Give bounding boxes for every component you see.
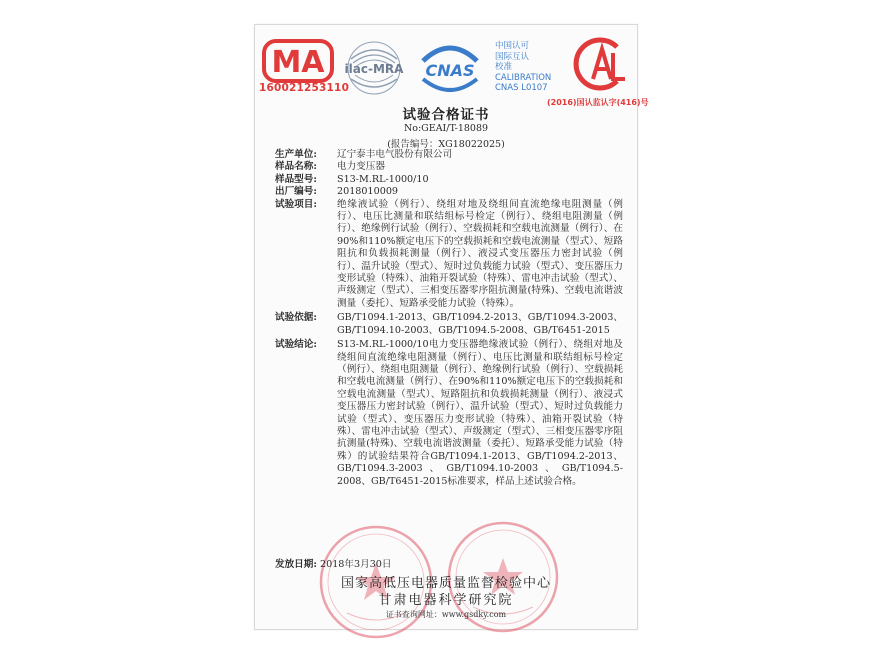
field-test-conclusion bbox=[275, 339, 623, 488]
ilac-mra-logo-icon bbox=[337, 39, 411, 97]
field-value: 辽宁泰丰电气股份有限公司 bbox=[337, 149, 453, 160]
field-value: 绝缘液试验（例行）、绕组对地及绕组间直流绝缘电阻测量（例行）、电压比测量和联结组标号检定（例行）、绕组电阻测量（例行）、绝缘例行试验（例行）、空载损耗和空载电流测量（例行）、在90%和110%额定电压下的空载损耗和空载电流测量（型式）、短路阻抗和负载损耗测量（例行）、液浸式变压器压力密封试验（例行）、温升试验（型式）、短时过负载能力试验（型式）、变压器压力变形试验（特殊）、油箱开裂试验（特殊）、雷电冲击试验（型式）、声级测定（型式）、三相变压器零序阻抗测量(特殊)、空载电流谐波测量（委托）、短路承受能力试验（特殊）。 bbox=[337, 198, 623, 309]
field-serial-number bbox=[275, 186, 623, 198]
certificate-number: No:GEAI/T-18089 bbox=[403, 123, 489, 134]
issue-date bbox=[275, 556, 392, 570]
certificate-fields bbox=[275, 149, 623, 488]
issue-date-label: 发放日期: bbox=[275, 559, 317, 570]
field-label: 样品名称: bbox=[275, 161, 317, 173]
certificate-page bbox=[254, 24, 649, 630]
field-label: 试验项目: bbox=[275, 198, 317, 210]
field-test-standards bbox=[275, 312, 623, 337]
field-value: S13-M.RL-1000/10 bbox=[337, 173, 429, 185]
cnas-line: CALIBRATION bbox=[495, 72, 552, 83]
field-label: 试验依据: bbox=[275, 312, 317, 324]
issue-date-value: 2018年3月30日 bbox=[319, 559, 392, 570]
cnas-line: 校准 bbox=[495, 62, 513, 72]
cnas-logo-icon bbox=[413, 39, 487, 97]
certificate-title: 试验合格证书 bbox=[402, 107, 490, 123]
field-label: 出厂编号: bbox=[275, 186, 317, 198]
field-test-items bbox=[275, 199, 623, 311]
ma-logo-text: MA bbox=[271, 45, 325, 80]
cnas-logo-text: CNAS bbox=[425, 61, 475, 80]
cma-number: 160021253110 bbox=[259, 82, 350, 94]
cnas-line: 中国认可 bbox=[495, 41, 530, 51]
field-sample-name bbox=[275, 161, 623, 173]
field-label: 样品型号: bbox=[275, 173, 317, 185]
report-number: (报告编号：XG18022025) bbox=[387, 139, 505, 150]
field-label: 试验结论: bbox=[275, 339, 317, 351]
ilac-text: ilac-MRA bbox=[344, 62, 404, 76]
field-manufacturer bbox=[275, 149, 623, 161]
cnas-line: 国际互认 bbox=[495, 51, 530, 62]
field-label: 生产单位: bbox=[275, 149, 317, 160]
field-value: S13-M.RL-1000/10电力变压器绝缘液试验（例行）、绕组对地及绕组间直流绝缘电阻测量（例行）、电压比测量和联结组标号检定（例行）、绕组电阻测量（例行）、绝缘例行试验（例行）、空载损耗和空载电流测量（例行）、在90%和110%额定电压下的空载损耗和空载电流测量（型式）、短路阻抗和负载损耗测量（例行）、液浸式变压器压力密封试验（例行）、温升试验（型式）、短时过负载能力试验（型式）、变压器压力变形试验（特殊）、油箱开裂试验（特殊）、雷电冲击试验（型式）、声级测定（型式）、三相变压器零序阻抗测量(特殊)、空载电流谐波测量（委托）、短路承受能力试验（特殊）的试验结果符合GB/T1094.1-2013、GB/T1094.2-2013、GB/T1094.3-2003、GB/T1094.10-2003、GB/T1094.5-2008、GB/T6451-2015标准要求，样品上述试验合格。 bbox=[337, 339, 623, 487]
field-value: 电力变压器 bbox=[337, 161, 385, 173]
issuing-organization: 国家高低压电器质量监督检验中心 bbox=[340, 576, 551, 591]
cnas-accreditation-text bbox=[495, 41, 551, 94]
cal-logo-icon bbox=[569, 35, 631, 93]
cnas-line: CNAS L0107 bbox=[495, 83, 548, 93]
issuing-institute: 甘肃电器科学研究院 bbox=[378, 593, 514, 608]
field-sample-model bbox=[275, 174, 623, 186]
cma-logo-icon bbox=[261, 35, 335, 89]
field-value: GB/T1094.1-2013、GB/T1094.2-2013、GB/T1094.3-2003、GB/T1094.10-2003、GB/T1094.5-2008、GB/T6451-2015 bbox=[337, 312, 623, 336]
verification-website: 证书查询网址：www.gsdky.com bbox=[385, 610, 507, 619]
field-value: 2018010009 bbox=[337, 186, 399, 198]
cal-number: (2016)国认监认字(416)号 bbox=[547, 98, 649, 107]
